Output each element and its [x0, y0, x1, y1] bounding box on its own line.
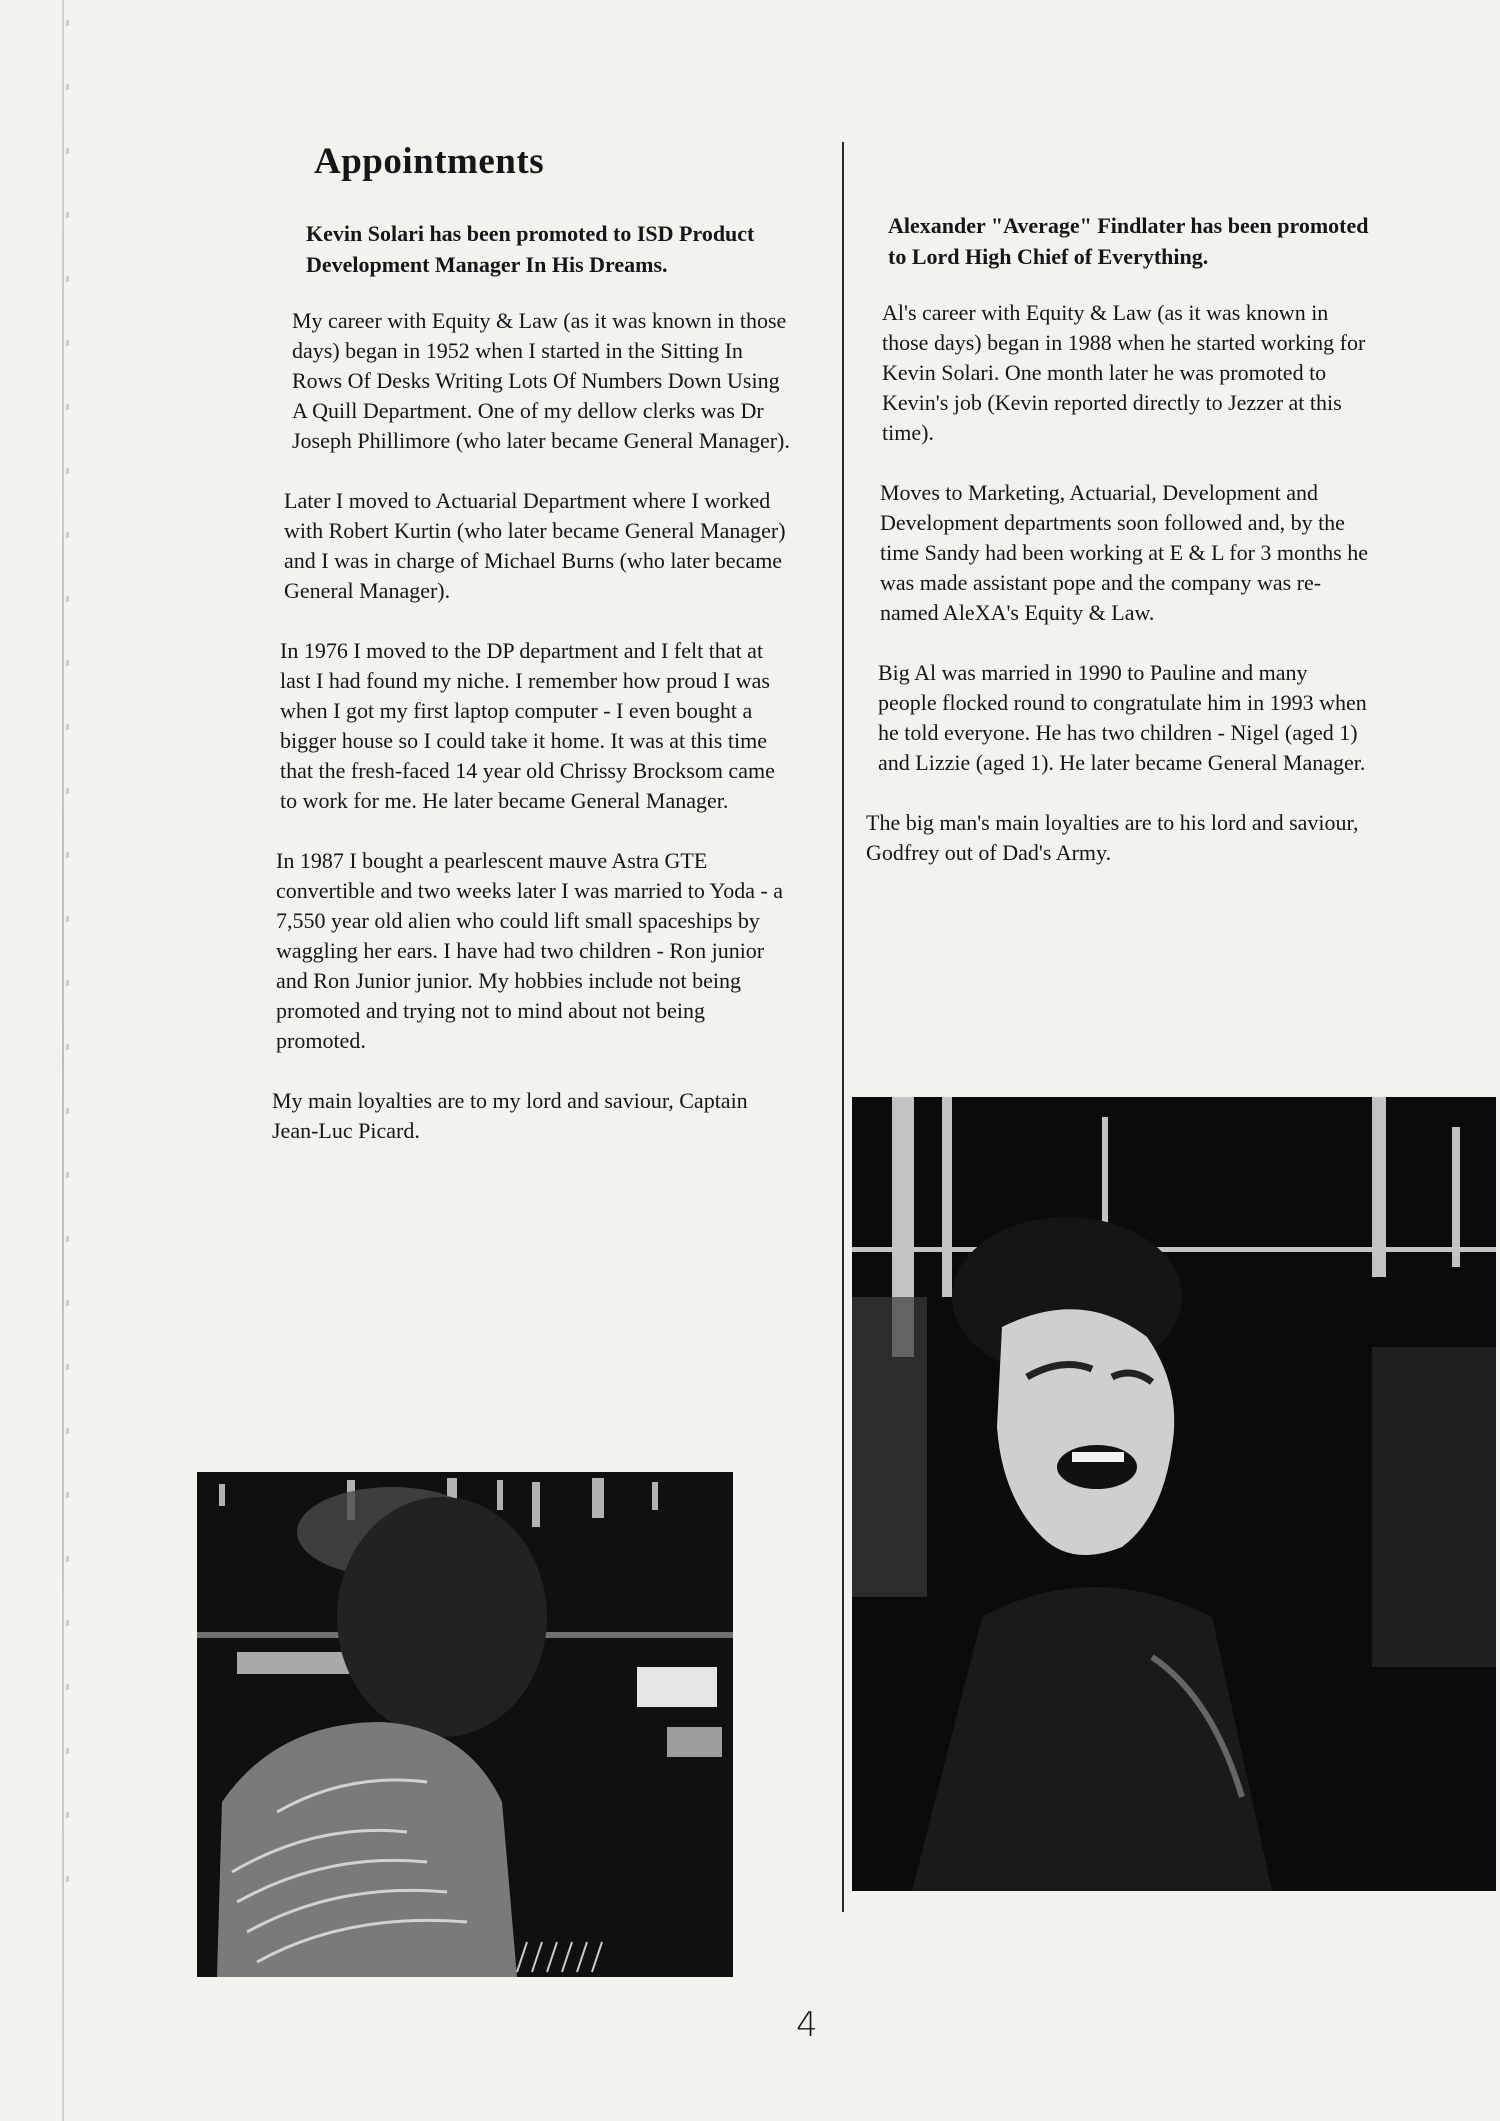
photo-right-image [852, 1097, 1496, 1891]
binding-ticks [66, 20, 69, 1920]
left-paragraph: In 1976 I moved to the DP department and I felt that at last I had found my niche. I remember how proud I was when I got my first laptop computer - I even bought a bigger house so I could take it home. It was at this time that the fresh-faced 14 year old Chrissy Brocksom came to work for me. He later became General Manager. [280, 638, 775, 813]
left-headline: Kevin Solari has been promoted to ISD Product Development Manager In His Dreams. [306, 221, 755, 277]
page-title: Appointments [314, 141, 545, 182]
photo-man-from-behind [197, 1472, 733, 1977]
right-headline: Alexander "Average" Findlater has been promoted to Lord High Chief of Everything. [888, 213, 1369, 269]
column-divider [842, 142, 844, 1912]
left-paragraph: My career with Equity & Law (as it was known in those days) began in 1952 when I started in the Sitting In Rows Of Desks Writing Lots Of Numbers Down Using A Quill Department. One of my dellow clerks was Dr Joseph Phillimore (who later became General Manager). [292, 308, 790, 453]
page-number: 4 [796, 2005, 818, 2045]
left-paragraph: Later I moved to Actuarial Department where I worked with Robert Kurtin (who later became General Manager) and I was in charge of Michael Burns (who later became General Manager). [284, 488, 786, 603]
right-column [866, 210, 1370, 898]
photo-left-image [197, 1472, 733, 1977]
photo-laughing-man [852, 1097, 1496, 1891]
left-paragraph: My main loyalties are to my lord and saviour, Captain Jean-Luc Picard. [272, 1088, 748, 1143]
right-paragraph: Big Al was married in 1990 to Pauline and many people flocked round to congratulate him in 1993 when he told everyone. He has two children - Nigel (aged 1) and Lizzie (aged 1). He later became General Manager. [878, 660, 1367, 775]
right-paragraph: The big man's main loyalties are to his lord and saviour, Godfrey out of Dad's Army. [866, 810, 1359, 865]
left-column [272, 218, 792, 1176]
left-paragraph: In 1987 I bought a pearlescent mauve Astra GTE convertible and two weeks later I was married to Yoda - a 7,550 year old alien who could lift small spaceships by waggling her ears. I have had two children - Ron junior and Ron Junior junior. My hobbies include not being promoted and trying not to mind about not being promoted. [276, 848, 784, 1053]
binding-edge [62, 0, 64, 2121]
right-paragraph: Al's career with Equity & Law (as it was known in those days) began in 1988 when he started working for Kevin Solari. One month later he was promoted to Kevin's job (Kevin reported directly to Jezzer at this time). [882, 300, 1366, 445]
right-paragraph: Moves to Marketing, Actuarial, Development and Development departments soon followed and, by the time Sandy had been working at E & L for 3 months he was made assistant pope and the company was re-named AleXA's Equity & Law. [880, 480, 1368, 625]
